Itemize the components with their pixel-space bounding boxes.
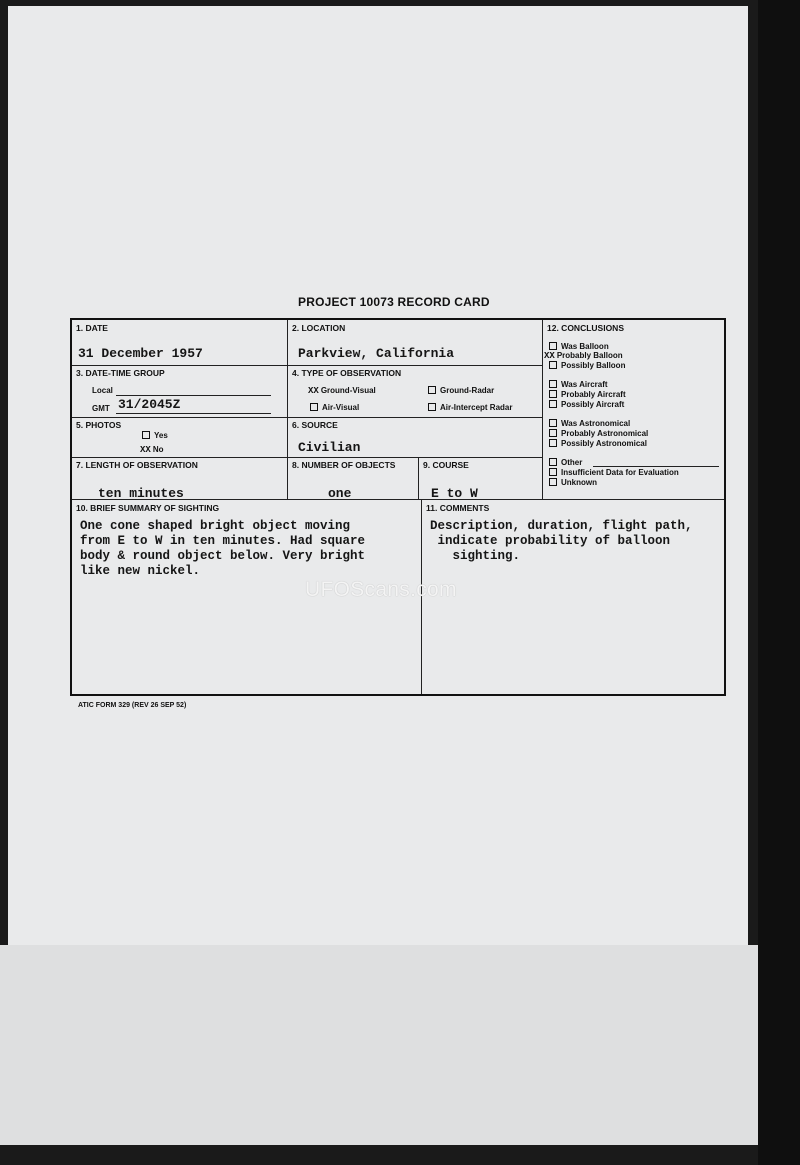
checkbox-icon	[549, 361, 557, 369]
length-label: 7. LENGTH OF OBSERVATION	[76, 460, 198, 470]
date-cell	[72, 320, 287, 365]
checkbox-icon	[549, 419, 557, 427]
checkbox-icon	[428, 403, 436, 411]
checkbox-icon	[142, 431, 150, 439]
photos-no-checkmark: XX	[140, 445, 151, 455]
air-visual-option: Air-Visual	[310, 403, 359, 412]
objects-label: 8. NUMBER OF OBJECTS	[292, 460, 396, 470]
comments-label: 11. COMMENTS	[426, 503, 490, 513]
objects-value: one	[328, 486, 352, 501]
form-id: ATIC FORM 329 (REV 26 SEP 52)	[78, 702, 187, 709]
length-cell	[72, 457, 287, 499]
photos-cell	[72, 417, 287, 457]
checkbox-icon	[549, 429, 557, 437]
local-line	[116, 395, 271, 396]
air-intercept-option: Air-Intercept Radar	[428, 403, 512, 412]
checkbox-icon	[549, 380, 557, 388]
checkbox-icon	[549, 458, 557, 466]
scan-edge	[758, 0, 800, 1165]
conclusion-was-aircraft: Was Aircraft	[549, 380, 608, 390]
length-value: ten minutes	[98, 486, 184, 501]
date-value: 31 December 1957	[78, 346, 203, 361]
course-label: 9. COURSE	[423, 460, 469, 470]
conclusions-label: 12. CONCLUSIONS	[547, 323, 624, 333]
observation-type-cell	[287, 365, 542, 417]
conclusions-cell	[542, 320, 724, 499]
summary-label: 10. BRIEF SUMMARY OF SIGHTING	[76, 503, 220, 513]
course-cell	[418, 457, 542, 499]
conclusion-probably-balloon: XX Probably Balloon	[544, 351, 623, 361]
comments-text	[430, 519, 693, 564]
course-value: E to W	[431, 486, 478, 501]
observation-type-label: 4. TYPE OF OBSERVATION	[292, 368, 402, 378]
objects-cell	[287, 457, 418, 499]
conclusion-probably-aircraft: Probably Aircraft	[549, 390, 626, 400]
conclusion-probably-astronomical: Probably Astronomical	[549, 429, 648, 439]
location-cell	[287, 320, 542, 365]
summary-line: body & round object below. Very bright	[80, 549, 366, 563]
conclusion-possibly-astronomical: Possibly Astronomical	[549, 439, 647, 449]
photos-yes-option: Yes	[142, 431, 168, 440]
gmt-label: GMT	[92, 404, 110, 413]
conclusion-was-balloon: Was Balloon	[549, 342, 609, 352]
conclusion-unknown: Unknown	[549, 478, 597, 488]
conclusion-was-astronomical: Was Astronomical	[549, 419, 630, 429]
comments-line: sighting.	[430, 549, 521, 563]
summary-line: One cone shaped bright object moving	[80, 519, 351, 533]
comments-line: Description, duration, flight path,	[430, 519, 693, 533]
photos-no-option: XX No	[140, 445, 164, 455]
conclusion-checkmark: XX	[544, 351, 555, 361]
checkbox-icon	[428, 386, 436, 394]
source-label: 6. SOURCE	[292, 420, 338, 430]
location-value: Parkview, California	[298, 346, 455, 361]
conclusion-other: Other	[549, 458, 582, 468]
comments-cell	[421, 499, 724, 694]
checkbox-icon	[549, 439, 557, 447]
gmt-value: 31/2045Z	[118, 397, 181, 412]
checkbox-icon	[549, 342, 557, 350]
ground-radar-option: Ground-Radar	[428, 386, 494, 395]
watermark: UFOScans.com	[305, 578, 457, 601]
ground-visual-option: XX Ground-Visual	[308, 386, 376, 396]
other-line	[593, 466, 719, 467]
summary-line: from E to W in ten minutes. Had square	[80, 534, 366, 548]
record-card	[70, 318, 726, 696]
conclusion-possibly-balloon: Possibly Balloon	[549, 361, 625, 371]
local-label: Local	[92, 386, 113, 395]
card-title: PROJECT 10073 RECORD CARD	[298, 295, 490, 309]
comments-line: indicate probability of balloon	[430, 534, 671, 548]
date-label: 1. DATE	[76, 323, 108, 333]
checkbox-icon	[549, 400, 557, 408]
dtg-label: 3. DATE-TIME GROUP	[76, 368, 165, 378]
document-lower-sheet	[0, 945, 780, 1145]
source-value: Civilian	[298, 440, 361, 455]
checkbox-icon	[549, 390, 557, 398]
gmt-line	[116, 413, 271, 414]
checkbox-icon	[549, 478, 557, 486]
location-label: 2. LOCATION	[292, 323, 346, 333]
dtg-cell	[72, 365, 287, 417]
photos-label: 5. PHOTOS	[76, 420, 122, 430]
ground-visual-checkmark: XX	[308, 386, 319, 396]
checkbox-icon	[310, 403, 318, 411]
checkbox-icon	[549, 468, 557, 476]
summary-line: like new nickel.	[80, 564, 201, 578]
source-cell	[287, 417, 542, 457]
conclusion-possibly-aircraft: Possibly Aircraft	[549, 400, 624, 410]
conclusion-insufficient-data: Insufficient Data for Evaluation	[549, 468, 679, 478]
summary-text	[80, 519, 365, 579]
